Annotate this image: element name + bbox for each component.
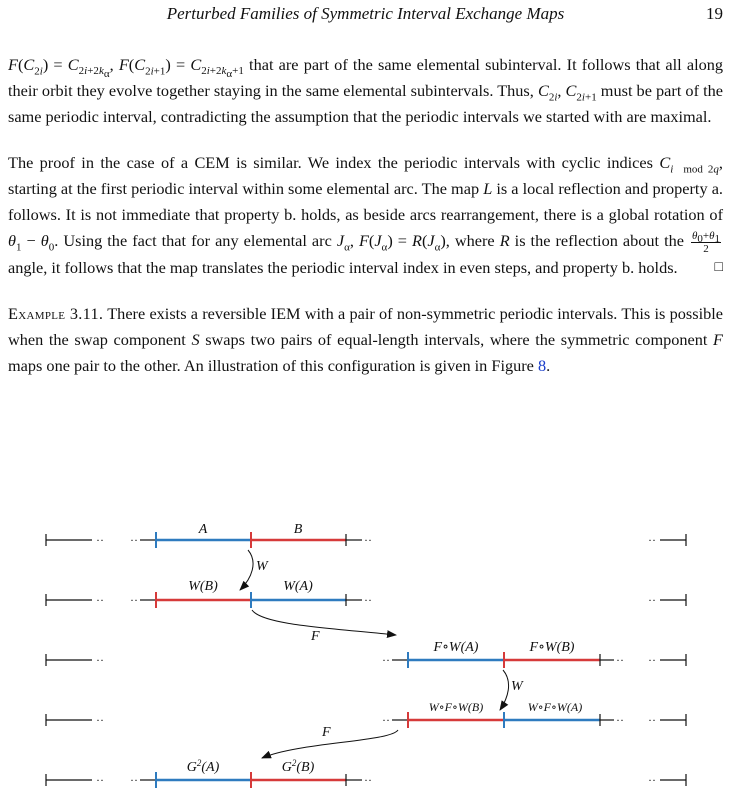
svg-text:··: ·· — [648, 713, 656, 727]
row-3 — [46, 640, 686, 668]
svg-text:··: ·· — [648, 593, 656, 607]
row-2 — [46, 579, 686, 608]
label-arrow-f-1: F — [311, 629, 320, 644]
svg-text:··: ·· — [96, 773, 104, 787]
arrow-f-1 — [252, 610, 396, 635]
svg-text:··: ·· — [364, 593, 372, 607]
label-W-A: W(A) — [283, 579, 313, 594]
svg-text:··: ·· — [648, 653, 656, 667]
svg-text:··: ·· — [648, 773, 656, 787]
label-arrow-w-1: W — [256, 559, 268, 574]
arrow-w-2 — [500, 670, 509, 710]
label-arrow-f-2: F — [322, 725, 331, 740]
label-G2-A: $G^2(A)$ — [186, 758, 220, 775]
label-WoFoW-B: W∘F∘W(B) — [428, 700, 484, 714]
svg-text:··: ·· — [96, 653, 104, 667]
page-number: 19 — [706, 4, 723, 23]
svg-text:··: ·· — [130, 593, 138, 607]
figure-8-link[interactable]: 8 — [537, 355, 547, 375]
qed-symbol: □ — [714, 259, 723, 275]
svg-text:··: ·· — [130, 533, 138, 547]
svg-text:··: ·· — [96, 533, 104, 547]
svg-text:··: ·· — [364, 773, 372, 787]
label-A: A — [198, 522, 208, 537]
label-arrow-w-2: W — [511, 679, 523, 694]
arrow-w-1 — [240, 550, 253, 590]
label-G2-B: $G^2(B)$ — [281, 758, 315, 775]
svg-text:··: ·· — [382, 653, 390, 667]
example-3-11: Example 3.11. There exists a reversible IEM with a pair of non-symmetric periodic intervals. This is possible when the swap component S swaps two pairs of equal-length intervals, where the symmetric component F maps one pair to the other. An illustration of this configuration is given in Figure 8. — [8, 303, 723, 375]
paragraph-2: The proof in the case of a CEM is similar. We index the periodic intervals with cyclic indices $C_{i mod 2q}$, starting at the first periodic interval within some elemental arc. The map L is a local reflection and property a. follows. It is not immediate that property b. holds, as beside arcs rearrangement, there is a global rotation of $\theta_1 - \theta_0$. Using the fact that for any elemental arc $J_\alpha$, $F(J_\alpha) = R(J_\alpha)$, where R is the reflection about the $\frac{\theta_0+\theta_1}{2}$ angle, it follows that the map translates the periodic interval index in even steps, and property b. holds. □ — [8, 150, 723, 281]
label-W-B: W(B) — [188, 579, 218, 594]
svg-text:··: ·· — [616, 653, 624, 667]
label-WoFoW-A: W∘F∘W(A) — [527, 700, 583, 714]
row-1 — [46, 522, 686, 548]
row-5 — [46, 758, 686, 788]
svg-text:··: ·· — [96, 593, 104, 607]
paragraph-1: $F(C_{2i}) = C_{2i+2k_\alpha}$, $F(C_{2i+1}) = C_{2i+2k_\alpha+1}$ that are part of the same elemental subinterval. It follows that all along their orbit they evolve together staying in the same elemental subintervals. Thus, $C_{2i}$, $C_{2i+1}$ must be part of the same periodic interval, contradicting the assumption that the periodic intervals we started with are maximal. — [8, 55, 724, 126]
svg-text:··: ·· — [648, 533, 656, 547]
svg-text:··: ·· — [364, 533, 372, 547]
svg-text:··: ·· — [382, 713, 390, 727]
label-FoW-B: F∘W(B) — [529, 640, 575, 655]
row-4 — [46, 700, 686, 728]
running-title: Perturbed Families of Symmetric Interval Exchange Maps — [166, 4, 565, 23]
label-FoW-A: F∘W(A) — [433, 640, 479, 655]
svg-text:··: ·· — [616, 713, 624, 727]
label-B: B — [293, 522, 303, 537]
example-label: Example 3.11. — [8, 303, 104, 323]
svg-text:··: ·· — [96, 713, 104, 727]
svg-text:··: ·· — [130, 773, 138, 787]
